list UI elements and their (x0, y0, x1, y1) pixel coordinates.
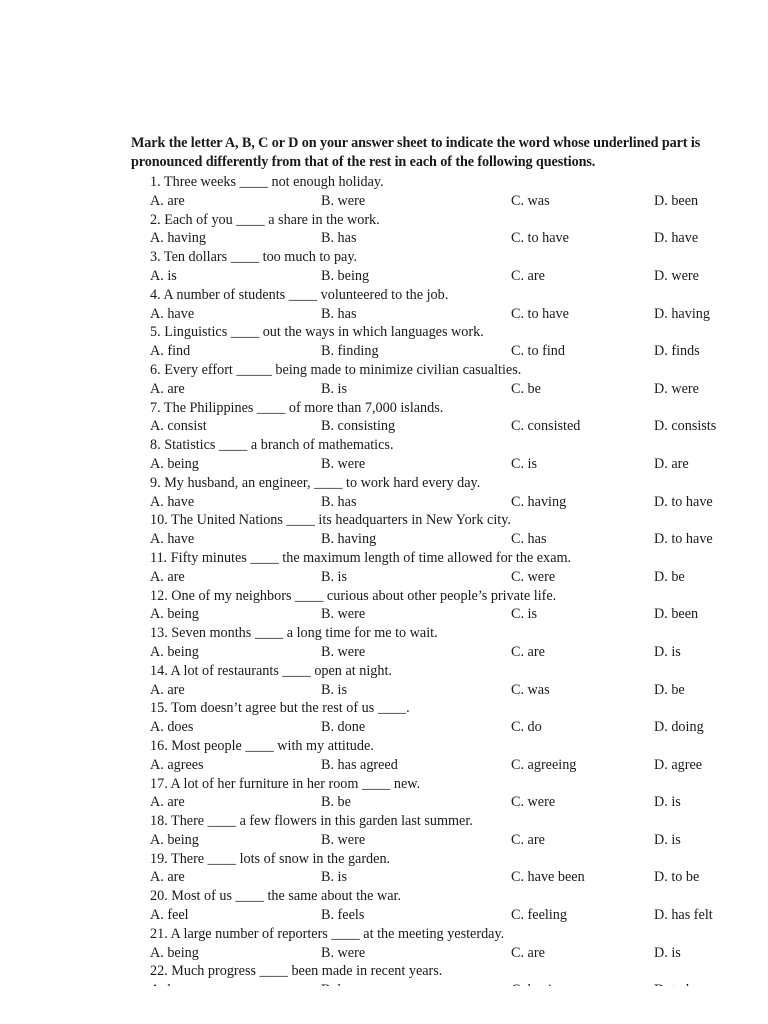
option-a: A. are (150, 568, 185, 585)
option-d: D. were (654, 267, 699, 284)
option-a: A. being (150, 455, 199, 472)
question-item (0, 436, 768, 474)
option-d: D. to be (654, 869, 700, 886)
option-d: D. have (654, 230, 699, 247)
option-a: A. having (150, 230, 206, 247)
answer-options (0, 643, 768, 662)
option-a: A. have (150, 493, 195, 510)
question-item (0, 850, 768, 888)
answer-options (0, 906, 768, 925)
question-item (0, 549, 768, 587)
question-stem: 22. Much progress ____ been made in recent years. (150, 963, 443, 980)
option-a: A. consist (150, 418, 207, 435)
option-d: D. is (654, 794, 681, 811)
option-b: B. is (321, 568, 348, 585)
answer-options (0, 417, 768, 436)
question-stem: 20. Most of us ____ the same about the war. (150, 888, 402, 905)
option-a: A. are (150, 681, 185, 698)
answer-options (0, 756, 768, 775)
answer-options (0, 944, 768, 963)
option-a: A. have (150, 305, 195, 322)
question-stem: 21. A large number of reporters ____ at the meeting yesterday. (150, 925, 505, 942)
option-a: A. find (150, 343, 191, 360)
option-c: C. consisted (511, 418, 581, 435)
option-a: A. is (150, 267, 177, 284)
option-a: A. are (150, 192, 185, 209)
option-d: D. to have (654, 493, 713, 510)
option-d: D. has felt (654, 907, 713, 924)
page-cutoff (0, 986, 768, 1024)
question-stem: 6. Every effort _____ being made to minimize civilian casualties. (150, 361, 522, 378)
answer-options (0, 831, 768, 850)
option-d: D. is (654, 643, 681, 660)
option-c: C. be (511, 380, 541, 397)
question-item (0, 474, 768, 512)
question-item (0, 399, 768, 437)
question-stem: 4. A number of students ____ volunteered to the job. (150, 286, 449, 303)
answer-options (0, 455, 768, 474)
option-b: B. is (321, 869, 348, 886)
option-d: D. be (654, 681, 685, 698)
question-item (0, 587, 768, 625)
question-item (0, 286, 768, 324)
option-d: D. consists (654, 418, 717, 435)
option-b: B. were (321, 455, 366, 472)
question-stem: 14. A lot of restaurants ____ open at night. (150, 662, 392, 679)
option-a: A. have (150, 531, 195, 548)
option-c: C. is (511, 606, 538, 623)
option-a: A. being (150, 606, 199, 623)
option-c: C. are (511, 831, 545, 848)
question-item (0, 248, 768, 286)
option-b: B. has (321, 493, 357, 510)
option-c: C. was (511, 681, 550, 698)
option-d: D. is (654, 944, 681, 961)
question-item (0, 699, 768, 737)
option-c: C. do (511, 719, 542, 736)
option-d: D. are (654, 455, 689, 472)
option-d: D. be (654, 568, 685, 585)
option-a: A. are (150, 869, 185, 886)
option-a: A. are (150, 380, 185, 397)
option-c: C. having (511, 493, 567, 510)
question-stem: 12. One of my neighbors ____ curious about other people’s private life. (150, 587, 557, 604)
question-item (0, 737, 768, 775)
option-b: B. feels (321, 907, 365, 924)
option-b: B. has agreed (321, 756, 398, 773)
question-item (0, 925, 768, 963)
option-a: A. does (150, 719, 194, 736)
option-b: B. were (321, 192, 366, 209)
option-a: A. being (150, 643, 199, 660)
option-d: D. to have (654, 531, 713, 548)
option-b: B. were (321, 831, 366, 848)
option-a: A. are (150, 794, 185, 811)
option-c: C. are (511, 643, 545, 660)
question-stem: 5. Linguistics ____ out the ways in which languages work. (150, 324, 484, 341)
option-b: B. were (321, 643, 366, 660)
option-b: B. were (321, 944, 366, 961)
question-stem: 3. Ten dollars ____ too much to pay. (150, 249, 358, 266)
answer-options (0, 192, 768, 211)
option-b: B. done (321, 719, 366, 736)
option-d: D. been (654, 606, 699, 623)
option-c: C. to find (511, 343, 565, 360)
option-c: C. are (511, 267, 545, 284)
option-c: C. are (511, 944, 545, 961)
instructions-heading: Mark the letter A, B, C or D on your answer sheet to indicate the word whose underlined part is pronounced differently from that of the rest in each of the following questions. (131, 135, 701, 170)
answer-options (0, 793, 768, 812)
question-stem: 10. The United Nations ____ its headquarters in New York city. (150, 512, 511, 529)
option-d: D. been (654, 192, 699, 209)
question-stem: 2. Each of you ____ a share in the work. (150, 211, 380, 228)
option-c: C. to have (511, 230, 569, 247)
question-item (0, 511, 768, 549)
answer-options (0, 229, 768, 248)
option-c: C. have been (511, 869, 585, 886)
option-b: B. be (321, 794, 351, 811)
answer-options (0, 380, 768, 399)
option-a: A. being (150, 944, 199, 961)
answer-options (0, 493, 768, 512)
option-b: B. has (321, 230, 357, 247)
option-c: C. agreeing (511, 756, 577, 773)
option-c: C. were (511, 794, 556, 811)
answer-options (0, 342, 768, 361)
option-b: B. is (321, 681, 348, 698)
option-d: D. having (654, 305, 710, 322)
question-stem: 16. Most people ____ with my attitude. (150, 737, 374, 754)
option-c: C. was (511, 192, 550, 209)
answer-options (0, 868, 768, 887)
option-b: B. has (321, 305, 357, 322)
question-stem: 13. Seven months ____ a long time for me to wait. (150, 625, 438, 642)
option-b: B. were (321, 606, 366, 623)
option-d: D. doing (654, 719, 704, 736)
option-d: D. is (654, 831, 681, 848)
option-b: B. is (321, 380, 348, 397)
question-stem: 18. There ____ a few flowers in this garden last summer. (150, 813, 473, 830)
option-c: C. is (511, 455, 538, 472)
question-stem: 19. There ____ lots of snow in the garden. (150, 850, 391, 867)
question-item (0, 775, 768, 813)
question-item (0, 361, 768, 399)
question-item (0, 662, 768, 700)
answer-options (0, 267, 768, 286)
option-b: B. being (321, 267, 370, 284)
option-c: C. feeling (511, 907, 567, 924)
answer-options (0, 530, 768, 549)
option-b: B. having (321, 531, 377, 548)
answer-options (0, 568, 768, 587)
question-item (0, 812, 768, 850)
option-c: C. were (511, 568, 556, 585)
option-d: D. finds (654, 343, 700, 360)
question-stem: 11. Fifty minutes ____ the maximum length of time allowed for the exam. (150, 549, 572, 566)
question-stem: 1. Three weeks ____ not enough holiday. (150, 174, 384, 190)
option-c: C. has (511, 531, 547, 548)
option-b: B. consisting (321, 418, 396, 435)
option-b: B. finding (321, 343, 379, 360)
question-item (0, 173, 768, 211)
question-item (0, 323, 768, 361)
option-a: A. being (150, 831, 199, 848)
question-item (0, 887, 768, 925)
question-list (0, 173, 768, 1000)
answer-options (0, 605, 768, 624)
question-stem: 8. Statistics ____ a branch of mathematics. (150, 437, 394, 454)
question-stem: 7. The Philippines ____ of more than 7,000 islands. (150, 399, 444, 416)
question-item (0, 624, 768, 662)
answer-options (0, 681, 768, 700)
option-d: D. agree (654, 756, 703, 773)
question-stem: 17. A lot of her furniture in her room ____ new. (150, 775, 421, 792)
question-item (0, 211, 768, 249)
answer-options (0, 718, 768, 737)
answer-options (0, 305, 768, 324)
option-a: A. feel (150, 907, 189, 924)
option-d: D. were (654, 380, 699, 397)
question-stem: 15. Tom doesn’t agree but the rest of us ____. (150, 700, 410, 717)
option-c: C. to have (511, 305, 569, 322)
option-a: A. agrees (150, 756, 204, 773)
question-stem: 9. My husband, an engineer, ____ to work hard every day. (150, 474, 481, 491)
